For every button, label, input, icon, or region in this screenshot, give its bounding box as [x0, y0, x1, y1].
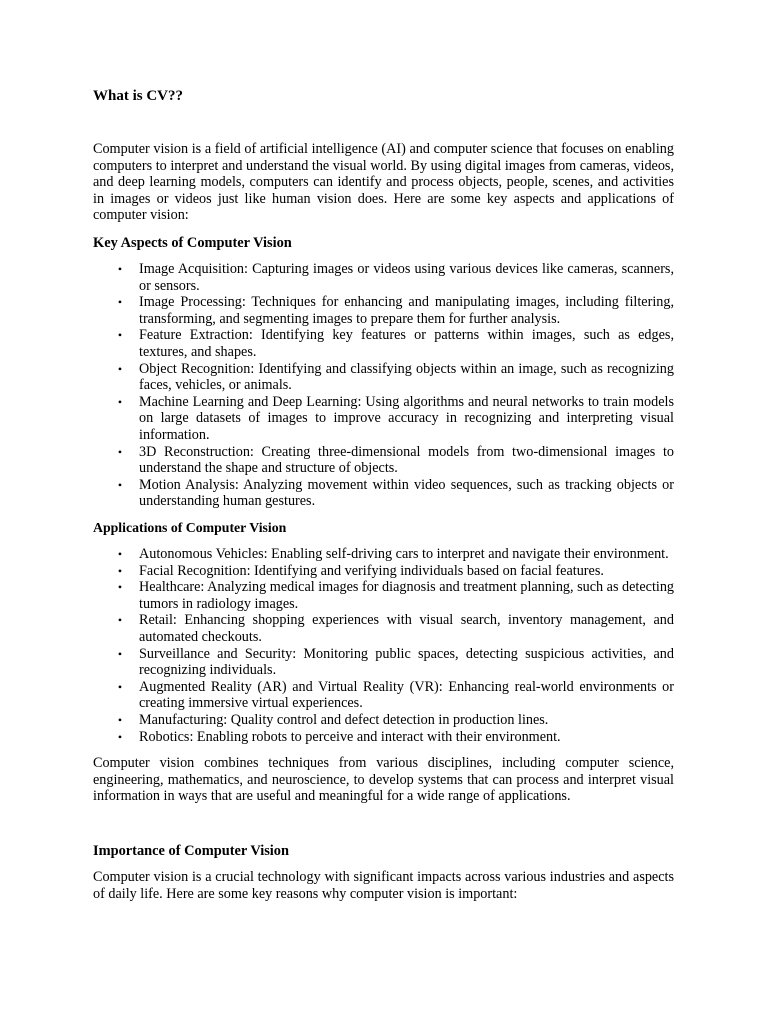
- list-item: • 3D Reconstruction: Creating three-dimensional models from two-dimensional images to understand the shape and structure of objects.: [93, 444, 674, 477]
- importance-paragraph: Computer vision is a crucial technology with significant impacts across various industries and aspects of daily life. Here are some key reasons why computer vision is important:: [93, 869, 674, 902]
- bullet-icon: •: [117, 729, 123, 744]
- applications-list: [93, 546, 674, 745]
- bullet-icon: •: [117, 646, 123, 661]
- list-item: • Feature Extraction: Identifying key features or patterns within images, such as edges, textures, and shapes.: [93, 327, 674, 360]
- intro-paragraph: Computer vision is a field of artificial intelligence (AI) and computer science that focuses on enabling computers to interpret and understand the visual world. By using digital images from cameras, videos, and deep learning models, computers can identify and process objects, people, scenes, and activities in images or videos just like human vision does. Here are some key aspects and applications of computer vision:: [93, 141, 674, 224]
- bullet-icon: •: [117, 394, 123, 409]
- list-item: • Robotics: Enabling robots to perceive and interact with their environment.: [93, 729, 674, 746]
- list-item: • Surveillance and Security: Monitoring public spaces, detecting suspicious activities, and recognizing individuals.: [93, 646, 674, 679]
- list-item: • Machine Learning and Deep Learning: Using algorithms and neural networks to train models on large datasets of images to improve accuracy in recognizing and interpreting visual information.: [93, 394, 674, 444]
- applications-heading: Applications of Computer Vision: [93, 520, 287, 535]
- list-item: • Retail: Enhancing shopping experiences with visual search, inventory management, and automated checkouts.: [93, 612, 674, 645]
- importance-heading: Importance of Computer Vision: [93, 843, 290, 859]
- list-item: • Healthcare: Analyzing medical images for diagnosis and treatment planning, such as detecting tumors in radiology images.: [93, 579, 674, 612]
- key-aspects-list: [93, 261, 674, 510]
- list-item: • Augmented Reality (AR) and Virtual Reality (VR): Enhancing real-world environments or creating immersive virtual experiences.: [93, 679, 674, 712]
- bullet-icon: •: [117, 679, 123, 694]
- bullet-icon: •: [117, 477, 123, 492]
- list-item: • Motion Analysis: Analyzing movement within video sequences, such as tracking objects or understanding human gestures.: [93, 477, 674, 510]
- bullet-icon: •: [117, 295, 123, 310]
- list-item: • Image Processing: Techniques for enhancing and manipulating images, including filtering, transforming, and segmenting images to prepare them for further analysis.: [93, 294, 674, 327]
- summary-paragraph: Computer vision combines techniques from various disciplines, including computer science, engineering, mathematics, and neuroscience, to develop systems that can process and interpret visual information in ways that are useful and meaningful for a wide range of applications.: [93, 755, 674, 805]
- key-aspects-heading: Key Aspects of Computer Vision: [93, 235, 292, 251]
- list-item: • Autonomous Vehicles: Enabling self-driving cars to interpret and navigate their environment.: [93, 546, 674, 563]
- bullet-icon: •: [117, 444, 123, 459]
- bullet-icon: •: [117, 547, 123, 561]
- list-item: • Manufacturing: Quality control and defect detection in production lines.: [93, 712, 674, 729]
- bullet-icon: •: [117, 613, 123, 628]
- bullet-icon: •: [117, 580, 123, 595]
- bullet-icon: •: [117, 262, 123, 276]
- bullet-icon: •: [117, 328, 123, 343]
- bullet-icon: •: [117, 361, 123, 376]
- list-item: • Object Recognition: Identifying and classifying objects within an image, such as recognizing faces, vehicles, or animals.: [93, 361, 674, 394]
- bullet-icon: •: [117, 712, 123, 727]
- document-title: What is CV??: [93, 88, 184, 104]
- list-item: • Facial Recognition: Identifying and verifying individuals based on facial features.: [93, 563, 674, 580]
- list-item: • Image Acquisition: Capturing images or videos using various devices like cameras, scanners, or sensors.: [93, 261, 674, 294]
- bullet-icon: •: [117, 563, 123, 578]
